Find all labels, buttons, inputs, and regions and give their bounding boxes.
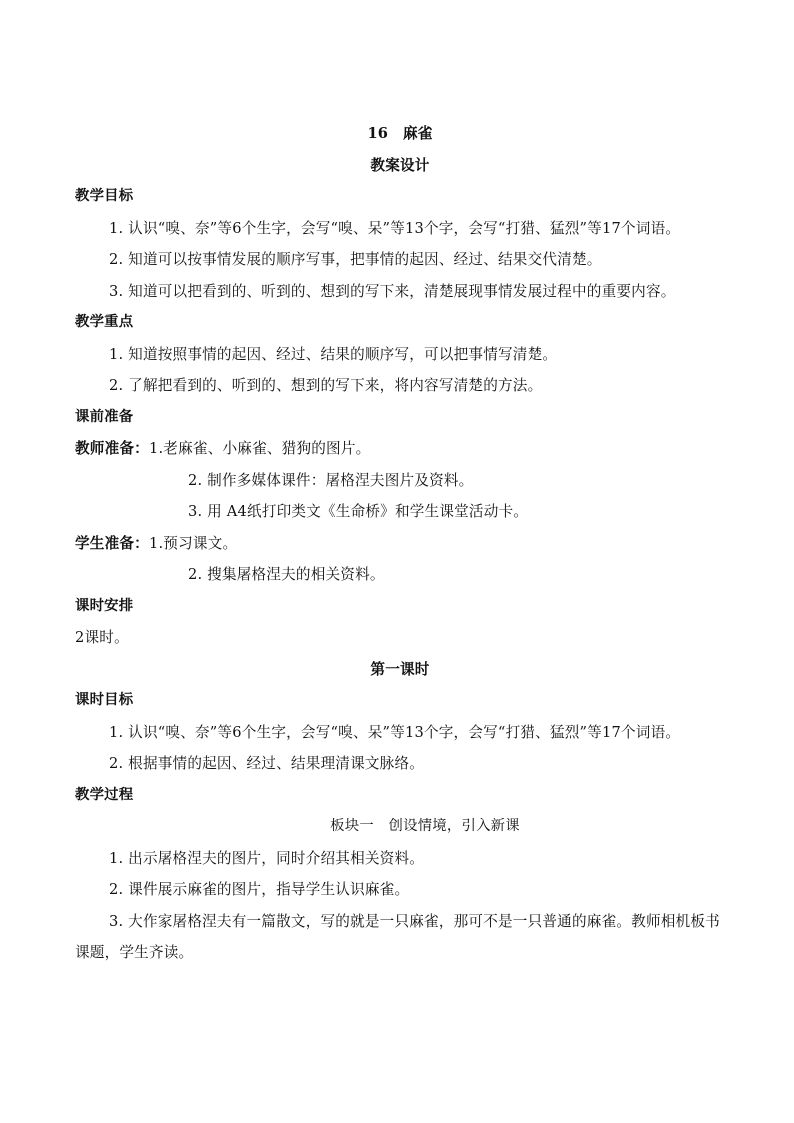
lesson-goal-item-2: 2. 根据事情的起因、经过、结果理清课文脉络。 (109, 755, 425, 772)
prep-heading: 课前准备 (75, 408, 134, 425)
teacher-prep-item-2: 2. 制作多媒体课件：屠格涅夫图片及资料。 (188, 471, 474, 489)
teacher-prep-line (75, 433, 725, 465)
process-item-2: 2. 课件展示麻雀的图片，指导学生认识麻雀。 (109, 881, 410, 898)
document-content (75, 118, 725, 969)
goal-item-3: 3. 知道可以把看到的、听到的、想到的写下来，清楚展现事情发展过程中的重要内容。 (109, 282, 676, 300)
student-prep-item-2: 2. 搜集屠格涅夫的相关资料。 (188, 566, 385, 583)
student-prep-label: 学生准备： (75, 534, 149, 552)
lesson-title: 16 麻雀 (367, 125, 433, 142)
process-item-1: 1. 出示屠格涅夫的图片，同时介绍其相关资料。 (109, 849, 425, 867)
lesson-goal-item-1: 1. 认识“嗅、奈”等6个生字，会写“嗅、呆”等13个字，会写“打猎、猛烈”等17个词语。 (109, 723, 681, 741)
first-lesson-heading: 第一课时 (370, 660, 430, 678)
teacher-prep-item-3: 3. 用 A4纸打印类文《生命桥》和学生课堂活动卡。 (188, 503, 529, 520)
goal-item-2: 2. 知道可以按事情发展的顺序写事，把事情的起因、经过、结果交代清楚。 (109, 251, 602, 268)
teacher-prep-label: 教师准备： (75, 440, 149, 457)
process-heading: 教学过程 (75, 786, 134, 803)
block-one-heading: 板块一 创设情境，引入新课 (330, 818, 520, 834)
student-prep-line (75, 528, 725, 560)
goal-item-1: 1. 认识“嗅、奈”等6个生字，会写“嗅、呆”等13个字，会写“打猎、猛烈”等17个词语。 (109, 219, 681, 237)
document-subtitle: 教案设计 (370, 156, 430, 174)
schedule-heading: 课时安排 (75, 597, 134, 614)
key-heading: 教学重点 (75, 314, 134, 330)
teacher-prep-item-1: 1.老麻雀、小麻雀、猎狗的图片。 (148, 440, 371, 457)
goals-heading: 教学目标 (75, 188, 134, 204)
key-item-1: 1. 知道按照事情的起因、经过、结果的顺序写，可以把事情写清楚。 (109, 345, 558, 363)
key-item-2: 2. 了解把看到的、听到的、想到的写下来，将内容写清楚的方法。 (109, 377, 543, 394)
schedule-text: 2课时。 (75, 629, 129, 646)
process-item-3: 3. 大作家屠格涅夫有一篇散文，写的就是一只麻雀，那可不是一只普通的麻雀。教师相机板书课题，学生齐读。 (75, 912, 720, 961)
student-prep-item-1: 1.预习课文。 (148, 534, 238, 552)
lesson-goals-heading: 课时目标 (75, 692, 134, 708)
